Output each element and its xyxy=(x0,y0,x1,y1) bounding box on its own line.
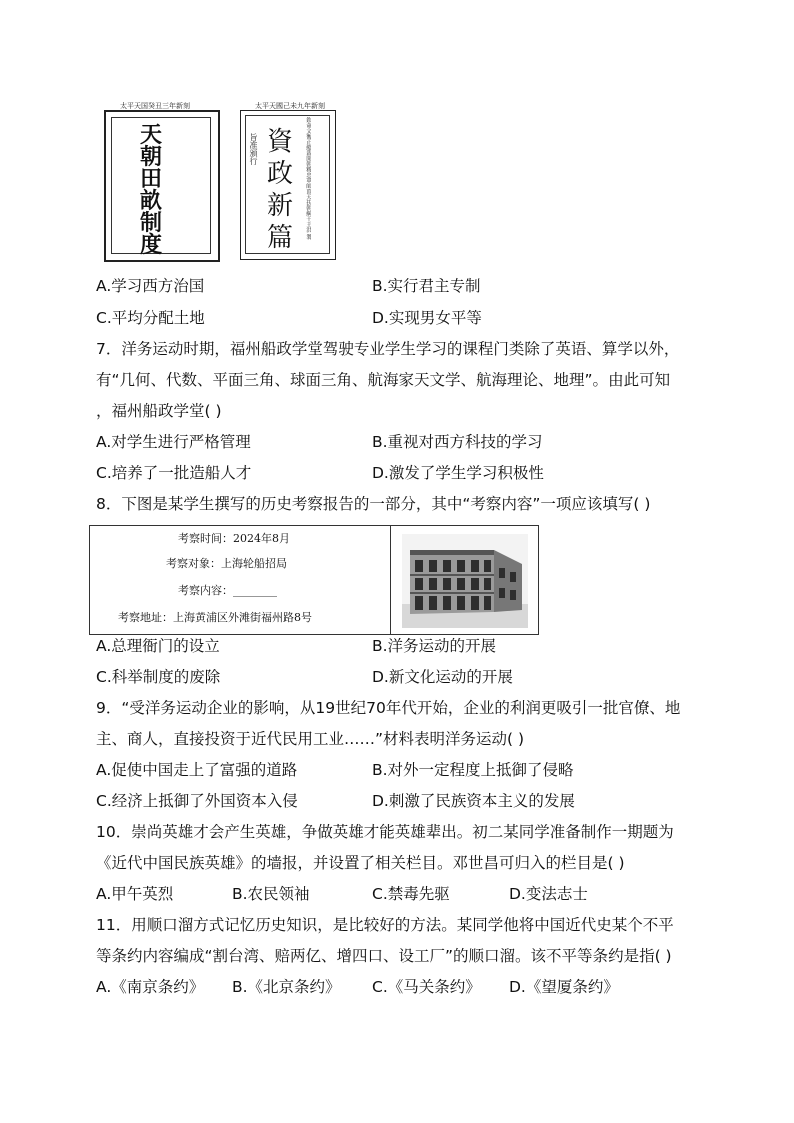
report-address: 考察地址：上海黄浦区外滩街福州路8号 xyxy=(118,611,312,624)
q11-option-d: D.《望厦条约》 xyxy=(509,978,619,996)
book-top-caption: 太平天國己未九年新刻 xyxy=(255,102,325,110)
q6-option-a: A.学习西方治国 xyxy=(96,277,205,295)
book-title-char: 資 xyxy=(267,127,294,157)
q11-option-c: C.《马关条约》 xyxy=(372,978,481,996)
q7-stem-line: 7．洋务运动时期，福州船政学堂驾驶专业学生学习的课程门类除了英语、算学以外， xyxy=(96,340,680,358)
q8-option-c: C.科举制度的废除 xyxy=(96,668,221,686)
q11-option-b: B.《北京条约》 xyxy=(232,978,341,996)
q11-stem-line: 11．用顺口溜方式记忆历史知识，是比较好的方法。某同学他将中国近代史某个不平 xyxy=(96,916,674,934)
book-title-char: 田 xyxy=(140,166,163,192)
q10-option-b: B.农民领袖 xyxy=(232,885,310,903)
q11-stem-line: 等条约内容编成“割台湾、赔两亿、增四口、设工厂”的顺口溜。该不平等条约是指( ) xyxy=(96,947,672,965)
book-title-char: 篇 xyxy=(267,223,294,253)
q7-stem-line: ，福州船政学堂( ) xyxy=(96,402,222,420)
q10-option-d: D.变法志士 xyxy=(509,885,588,903)
report-divider xyxy=(390,526,391,634)
q9-stem-line: 9．“受洋务运动企业的影响，从19世纪70年代开始，企业的利润更吸引一批官僚、地 xyxy=(96,699,681,717)
q10-stem-line: 10．崇尚英雄才会产生英雄，争做英雄才能英雄辈出。初二某同学准备制作一期题为 xyxy=(96,823,674,841)
book-top-caption: 太平天国癸丑三年新刻 xyxy=(120,102,190,110)
book-cover-tianchao xyxy=(104,110,220,262)
q7-option-c: C.培养了一批造船人才 xyxy=(96,464,252,482)
q8-stem: 8．下图是某学生撰写的历史考察报告的一部分，其中“考察内容”一项应该填写( ) xyxy=(96,495,651,513)
q8-option-b: B.洋务运动的开展 xyxy=(372,637,497,655)
q9-stem-line: 主、商人，直接投资于近代民用工业……”材料表明洋务运动( ) xyxy=(96,730,525,748)
q8-option-a: A.总理衙门的设立 xyxy=(96,637,220,655)
report-time: 考察时间：2024年8月 xyxy=(178,532,290,545)
book-title-char: 制 xyxy=(140,210,163,236)
q9-option-d: D.刺激了民族资本主义的发展 xyxy=(372,792,575,810)
report-table xyxy=(89,525,539,635)
book-title-char: 天 xyxy=(140,122,163,148)
q9-option-a: A.促使中国走上了富强的道路 xyxy=(96,761,298,779)
book-side-text: 旨准頒行 xyxy=(249,133,258,165)
book-title-char: 畝 xyxy=(140,188,163,214)
book-title-char: 政 xyxy=(267,159,294,189)
q6-option-b: B.实行君主专制 xyxy=(372,277,481,295)
q10-option-c: C.禁毒先驱 xyxy=(372,885,450,903)
q7-option-a: A.对学生进行严格管理 xyxy=(96,433,251,451)
q8-option-d: D.新文化运动的开展 xyxy=(372,668,513,686)
book-title-char: 新 xyxy=(267,191,294,221)
q10-stem-line: 《近代中国民族英雄》的墙报，并设置了相关栏目。邓世昌可归入的栏目是( ) xyxy=(96,854,625,872)
q11-option-a: A.《南京条约》 xyxy=(96,978,205,996)
building-photo xyxy=(402,534,528,628)
q7-option-d: D.激发了学生学习积极性 xyxy=(372,464,544,482)
q6-option-c: C.平均分配土地 xyxy=(96,309,205,327)
q9-option-b: B.对外一定程度上抵御了侵略 xyxy=(372,761,574,779)
report-object: 考察对象：上海轮船招局 xyxy=(166,557,287,570)
q6-option-d: D.实现男女平等 xyxy=(372,309,482,327)
q7-stem-line: 有“几何、代数、平面三角、球面三角、航海家天文学、航海理论、地理”。由此可知 xyxy=(96,371,671,389)
report-content: 考察内容：________ xyxy=(178,584,277,597)
q10-option-a: A.甲午英烈 xyxy=(96,885,174,903)
q9-option-c: C.经济上抵御了外国资本入侵 xyxy=(96,792,298,810)
book-side-text: 欽命文衡正總裁開朝精忠軍師頂天扶朝綱干王洪 製 xyxy=(305,117,311,240)
book-cover-zizheng xyxy=(240,110,336,260)
q7-option-b: B.重视对西方科技的学习 xyxy=(372,433,543,451)
book-title-char: 度 xyxy=(140,232,163,258)
book-title-char: 朝 xyxy=(140,144,163,170)
